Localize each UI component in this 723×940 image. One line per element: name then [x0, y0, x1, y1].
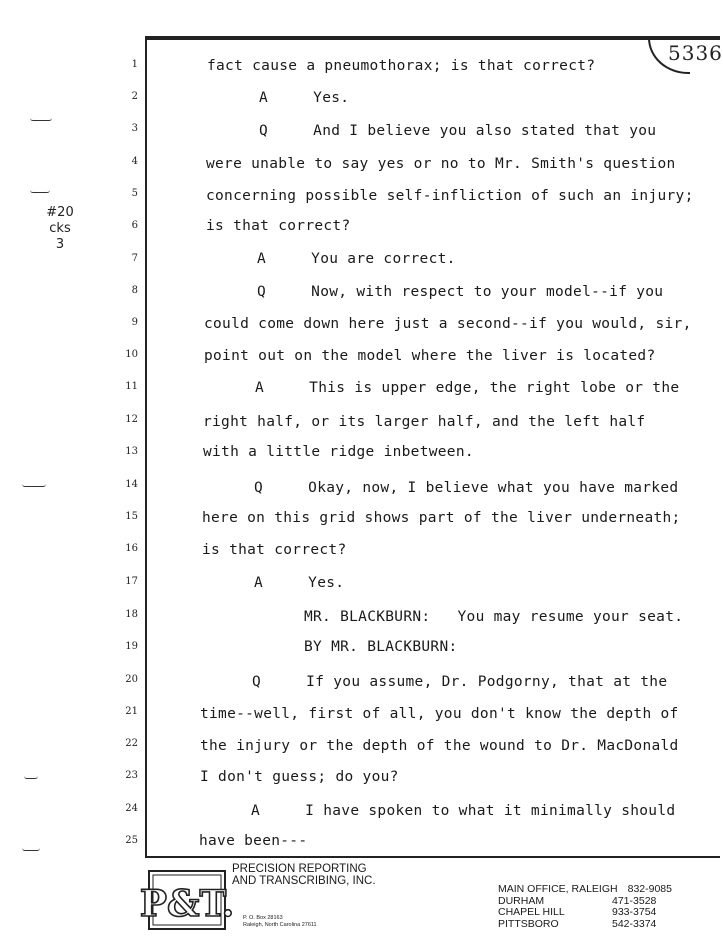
office-list: [498, 884, 672, 930]
line-number: 23: [125, 770, 138, 781]
office-row: [498, 919, 672, 931]
company-address: [243, 915, 317, 929]
line-number: 5: [131, 188, 138, 199]
line-number: 14: [125, 479, 138, 490]
transcript-line: A This is upper edge, the right lobe or the: [255, 380, 680, 396]
transcript-line: I don't guess; do you?: [200, 769, 399, 785]
line-number: 17: [125, 576, 138, 587]
transcript-line: the injury or the depth of the wound to Dr. MacDonald: [200, 738, 679, 754]
line-number: 15: [125, 511, 138, 522]
line-number: 12: [125, 414, 138, 425]
office-name: MAIN OFFICE, RALEIGH: [498, 883, 618, 895]
transcript-line: Q And I believe you also stated that you: [259, 123, 657, 139]
line-number: 6: [131, 220, 138, 231]
line-number: 18: [125, 609, 138, 620]
margin-note: [40, 205, 80, 253]
transcript-line: concerning possible self-infliction of such an injury;: [206, 188, 694, 204]
line-number: 9: [131, 317, 138, 328]
transcript-line: fact cause a pneumothorax; is that correct?: [207, 58, 596, 74]
transcript-line: is that correct?: [206, 218, 351, 234]
line-number: 10: [125, 349, 138, 360]
transcript-line: A I have spoken to what it minimally should: [251, 803, 676, 819]
transcript-line: time--well, first of all, you don't know the depth of: [200, 706, 679, 722]
line-number: 21: [125, 706, 138, 717]
transcript-line: were unable to say yes or no to Mr. Smith's question: [206, 156, 676, 172]
logo-text: P&T.: [139, 883, 235, 925]
transcript-line: MR. BLACKBURN: You may resume your seat.: [304, 609, 684, 625]
line-number: 1: [131, 59, 138, 70]
margin-tick-mark: [24, 776, 38, 779]
line-number: 4: [131, 156, 138, 167]
margin-note-line: #20: [46, 205, 74, 220]
office-row: [498, 884, 672, 896]
transcript-line: Q Okay, now, I believe what you have marked: [254, 480, 679, 496]
transcript-line: Q Now, with respect to your model--if you: [257, 284, 664, 300]
line-number: 3: [131, 123, 138, 134]
margin-tick-mark: [30, 118, 52, 121]
line-number: 16: [125, 543, 138, 554]
line-number: 24: [125, 803, 138, 814]
office-phone: 542-3374: [612, 917, 657, 930]
margin-note-line: cks: [49, 221, 71, 236]
transcript-line: here on this grid shows part of the liver underneath;: [202, 510, 681, 526]
line-number: 20: [125, 674, 138, 685]
transcript-line: with a little ridge inbetween.: [203, 444, 474, 460]
transcript-line: A You are correct.: [257, 251, 456, 267]
transcript-line: have been---: [199, 833, 308, 849]
line-number: 8: [131, 285, 138, 296]
office-row: [498, 907, 672, 919]
line-number: 13: [125, 446, 138, 457]
transcript-line: Q If you assume, Dr. Podgorny, that at the: [252, 674, 668, 690]
line-number: 22: [125, 738, 138, 749]
margin-tick-mark: [22, 848, 40, 851]
company-logo: [139, 870, 235, 930]
margin-note-line: 3: [55, 237, 65, 252]
office-name: PITTSBORO: [498, 917, 559, 930]
company-name-line: AND TRANSCRIBING, INC.: [232, 875, 376, 887]
line-number: 2: [131, 91, 138, 102]
office-phone: 471-3528: [612, 894, 657, 907]
address-line: P. O. Box 28163: [243, 915, 283, 921]
line-number: 7: [131, 253, 138, 264]
line-number: 25: [125, 835, 138, 846]
margin-tick-mark: [30, 190, 50, 193]
office-name: DURHAM: [498, 894, 545, 907]
transcript-line: A Yes.: [259, 90, 350, 106]
transcript-line: point out on the model where the liver is located?: [204, 348, 656, 364]
transcript-line: BY MR. BLACKBURN:: [304, 639, 458, 655]
page-number: 5336: [668, 41, 723, 65]
company-name: [232, 863, 376, 887]
transcript-line: could come down here just a second--if you would, sir,: [204, 316, 692, 332]
transcript-line: A Yes.: [254, 575, 345, 591]
address-line: Raleigh, North Carolina 27611: [243, 922, 317, 928]
office-name: CHAPEL HILL: [498, 906, 565, 918]
office-phone: 832-9085: [627, 883, 672, 895]
line-number: 19: [125, 641, 138, 652]
transcript-line: is that correct?: [202, 542, 347, 558]
office-phone: 933-3754: [612, 906, 657, 918]
company-name-line: PRECISION REPORTING: [232, 863, 367, 875]
margin-tick-mark: [22, 484, 46, 487]
transcript-line: right half, or its larger half, and the left half: [203, 414, 646, 430]
line-number: 11: [125, 381, 138, 392]
